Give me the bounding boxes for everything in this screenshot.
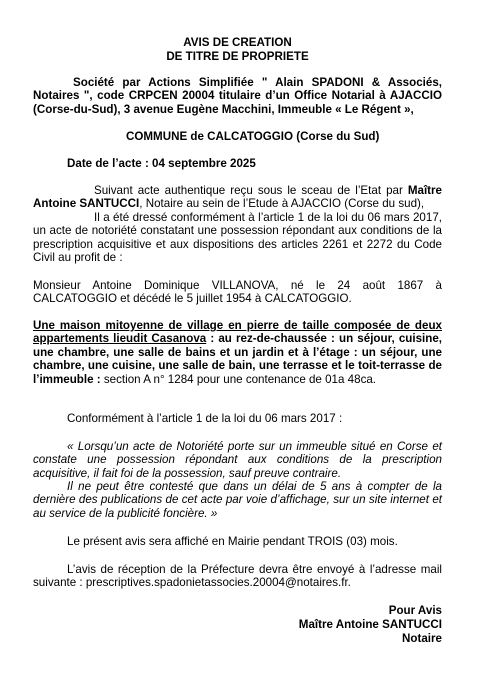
bien-paragraph [33,319,442,386]
notary-name: Maître Antoine SANTUCCI [33,184,442,211]
intro-paragraph: Société par Actions Simplifiée " Alain SPADONI & Associés, Notaires ", code CRPCEN 20004 titulaire d’un Office Notarial à AJACCIO (Corse-du-Sud), 3 avenue Eugène Macchini, Immeuble « Le Régent », [33,76,442,116]
bien-description: : au rez-de-chaussée : un séjour, cuisine, une chambre, une salle de bains et un jardin et à l’étage : un séjour, une chambre, une cuisine, une salle de bain, une terrasse et le toit-terrasse de l’immeuble : [33,332,442,386]
affichage-line: Le présent avis sera affiché en Mairie pendant TROIS (03) mois. [67,535,398,548]
commune-heading: COMMUNE de CALCATOGGIO (Corse du Sud) [126,130,380,143]
beneficiaire-paragraph: Monsieur Antoine Dominique VILLANOVA, né le 24 août 1867 à CALCATOGGIO et décédé le 5 juillet 1954 à CALCATOGGIO. [33,279,442,306]
suivant-paragraph [33,184,442,211]
suivant-suffix: , Notaire au sein de l’Etude à AJACCIO (Corse du sud), [139,197,425,211]
signature-name: Maître Antoine SANTUCCI [298,618,442,631]
citation-2: Il ne peut être contesté que dans un délai de 5 ans à compter de la dernière des publications de cet acte par voie d’affichage, sur un site internet et au service de la publicité foncière. » [33,480,442,520]
conformement-line: Conformément à l’article 1 de la loi du 06 mars 2017 : [67,412,343,425]
signature-title: Notaire [402,632,442,645]
citation-1: « Lorsqu’un acte de Notoriété porte sur un immeuble situé en Corse et constate une possession répondant aux conditions de la prescription acquisitive, il fait foi de la possession, sauf preuve contraire. [33,440,442,480]
title-line-1: AVIS DE CREATION [183,36,292,49]
signature-pour-avis: Pour Avis [388,604,442,617]
dresse-paragraph: Il a été dressé conformément à l’article 1 de la loi du 06 mars 2017, un acte de notoriété constatant une possession répondant aux conditions de la prescription acquisitive et aux dispositions des articles 2261 et 2272 du Code Civil au profit de : [33,211,442,265]
date-acte: Date de l’acte : 04 septembre 2025 [67,157,256,170]
prefecture-paragraph: L’avis de réception de la Préfecture devra être envoyé à l’adresse mail suivante : prescriptives.spadonietassocies.20004@notaires.fr. [33,563,442,590]
bien-cadastre: section A n° 1284 pour une contenance de 01a 48ca. [100,372,377,386]
bien-underlined: Une maison mitoyenne de village en pierre de taille composée de deux appartements lieudit Casanova [33,319,442,346]
suivant-prefix: Suivant acte authentique reçu sous le sceau de l’Etat par [94,184,408,197]
title-line-2: DE TITRE DE PROPRIETE [166,50,309,63]
